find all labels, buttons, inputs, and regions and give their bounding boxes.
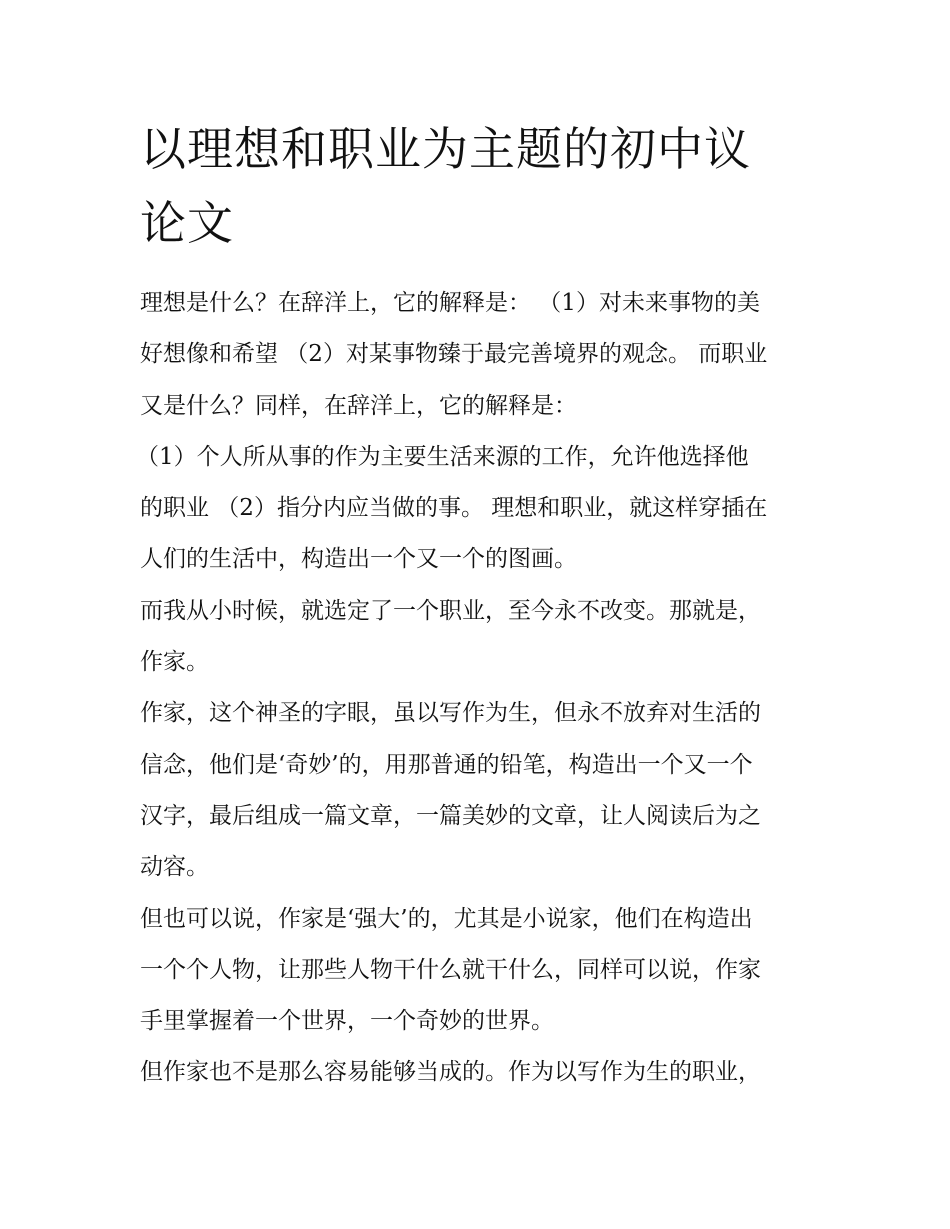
body-line: （1）个人所从事的作为主要生活来源的工作，允许他选择他 [136,443,749,470]
document-body [136,278,820,1099]
body-line: 作家。 [140,649,209,676]
body-line: 作家，这个神圣的字眼，虽以写作为生，但永不放弃对生活的 [140,700,761,727]
body-line: 一个个人物，让那些人物干什么就干什么，同样可以说，作家 [140,956,761,983]
body-line: 而我从小时候，就选定了一个职业，至今永不改变。那就是， [140,597,761,624]
body-line: 信念，他们是‘奇妙’的，用那普通的铅笔，构造出一个又一个 [140,751,753,778]
body-line: 的职业 （2）指分内应当做的事。 理想和职业，就这样穿插在 [140,495,768,522]
body-line: 手里掌握着一个世界，一个奇妙的世界。 [140,1008,554,1035]
body-line: 又是什么？同样，在辞洋上，它的解释是： [140,392,577,419]
body-line: 但也可以说，作家是‘强大’的，尤其是小说家，他们在构造出 [140,905,753,932]
body-line: 好想像和希望 （2）对某事物臻于最完善境界的观念。 而职业 [140,341,768,368]
title-line: 以理想和职业为主题的初中议 [140,122,751,176]
document-title [140,112,820,260]
title-line: 论文 [140,196,234,250]
body-line: 汉字，最后组成一篇文章，一篇美妙的文章，让人阅读后为之 [140,802,761,829]
body-line: 但作家也不是那么容易能够当成的。作为以写作为生的职业， [140,1059,761,1086]
body-line: 动容。 [140,854,209,881]
body-line: 理想是什么？在辞洋上，它的解释是： （1）对未来事物的美 [140,290,760,316]
body-line: 人们的生活中，构造出一个又一个的图画。 [140,546,577,573]
